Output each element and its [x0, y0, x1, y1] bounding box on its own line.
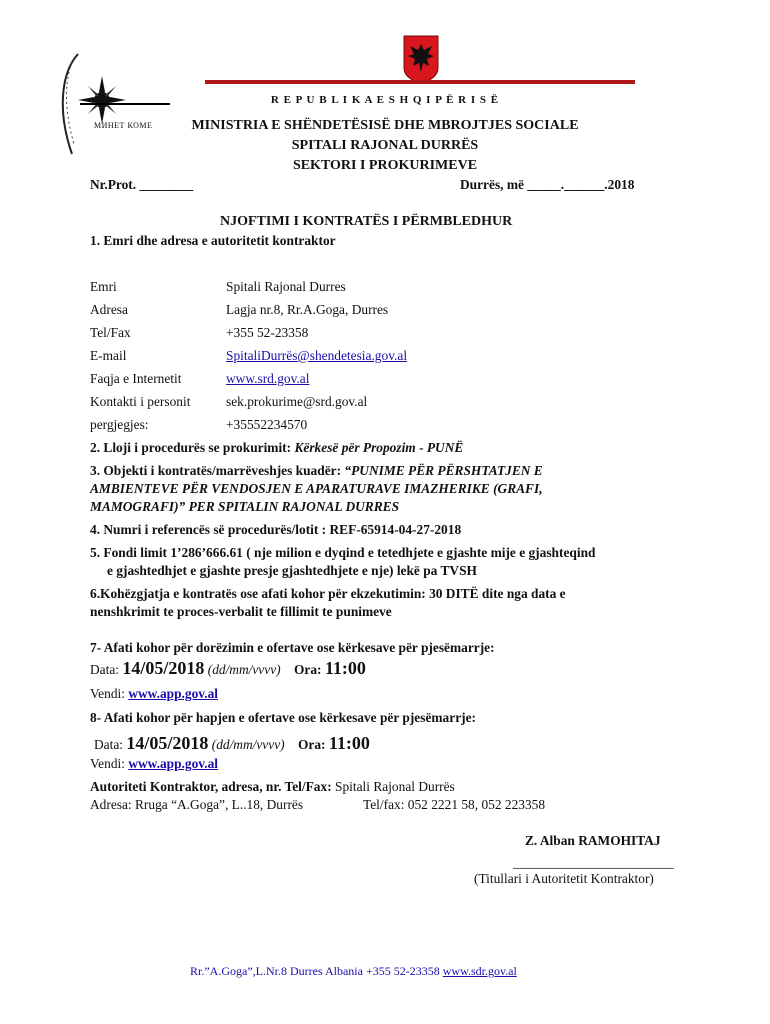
section8-vendi-label: Vendi:	[90, 756, 125, 771]
section7-date-format: (dd/mm/vvvv)	[207, 662, 281, 677]
label-email: E-mail	[90, 348, 127, 363]
section8-date-row	[94, 733, 370, 754]
logo-caption: МИНЕТ КОМЕ	[94, 121, 153, 130]
authority-address: Adresa: Rruga “A.Goga”, L..18, Durrës	[90, 797, 304, 812]
section8-time: 11:00	[328, 733, 370, 753]
label-adresa: Adresa	[90, 302, 128, 317]
section7-vendi-label: Vendi:	[90, 686, 125, 701]
section8-vendi-link[interactable]: www.app.gov.al	[128, 756, 218, 771]
section3-label: 3. Objekti i kontratës/marrëveshjes kuadër:	[90, 463, 342, 478]
signatory-name: Z. Alban RAMOHITAJ	[525, 833, 661, 848]
authority-telfax: Tel/fax: 052 2221 58, 052 223358	[363, 797, 546, 812]
footer-address: Rr.”A.Goga”,L.Nr.8 Durres Albania +355 52-23358	[190, 964, 440, 978]
section3-line3: MAMOGRAFI)” PER SPITALIN RAJONAL DURRES	[90, 499, 400, 514]
section3-line2: AMBIENTEVE PËR VENDOSJEN E APARATURAVE IMAZHERIKE (GRAFI,	[90, 481, 543, 496]
authority-row	[90, 779, 455, 795]
section7-vendi-link[interactable]: www.app.gov.al	[128, 686, 218, 701]
section7-time: 11:00	[324, 658, 366, 678]
label-responsible: pergjegjes:	[90, 417, 149, 432]
section7-date-row	[90, 658, 366, 679]
value-adresa: Lagja nr.8, Rr.A.Goga, Durres	[226, 302, 389, 317]
label-telfax: Tel/Fax	[90, 325, 131, 340]
section7-date: 14/05/2018	[122, 658, 205, 678]
footer	[190, 964, 517, 979]
sector-title: SEKTORI I PROKURIMEVE	[292, 158, 478, 173]
email-link[interactable]: SpitaliDurrës@shendetesia.gov.al	[226, 348, 408, 363]
section8-ora-label: Ora:	[298, 737, 326, 752]
website-link[interactable]: www.srd.gov.al	[226, 371, 310, 386]
section7-vendi-row	[90, 686, 218, 702]
section2-label: 2. Lloji i procedurës se prokurimit:	[90, 440, 292, 455]
label-website: Faqja e Internetit	[90, 371, 182, 386]
section2	[90, 440, 463, 456]
value-emri: Spitali Rajonal Durres	[226, 279, 346, 294]
authority-value: Spitali Rajonal Durrës	[335, 779, 455, 794]
header-red-rule	[205, 80, 635, 84]
signature-line: ________________________	[513, 855, 674, 870]
section8-date-format: (dd/mm/vvvv)	[211, 737, 285, 752]
footer-site-link[interactable]: www.sdr.gov.al	[442, 964, 517, 978]
section7-heading: 7- Afati kohor për dorëzimin e ofertave ose kërkesave për pjesëmarrje:	[90, 640, 495, 655]
notice-title: NJOFTIMI I KONTRATËS I PËRMBLEDHUR	[220, 214, 513, 229]
section8-data-label: Data:	[94, 737, 123, 752]
section1-heading: 1. Emri dhe adresa e autoritetit kontraktor	[90, 233, 336, 248]
section8-heading: 8- Afati kohor për hapjen e ofertave ose kërkesave për pjesëmarrje:	[90, 710, 477, 725]
signatory-title: (Titullari i Autoritetit Kontraktor)	[474, 871, 654, 886]
section7-ora-label: Ora:	[294, 662, 322, 677]
label-emri: Emri	[90, 279, 117, 294]
protocol-number: Nr.Prot. ________	[90, 177, 194, 192]
albanian-eagle-icon	[402, 34, 440, 84]
section3-line1	[90, 463, 543, 479]
section6-line2: nenshkrimit te proces-verbalit te fillimit te punimeve	[90, 604, 392, 619]
section5-line1: 5. Fondi limit 1’286’666.61 ( nje milion e dyqind e tetedhjete e gjashte mije e gjashteqind	[90, 545, 596, 560]
section3-object-start: “PUNIME PËR PËRSHTATJEN E	[344, 463, 543, 478]
hospital-title: SPITALI RAJONAL DURRËS	[291, 138, 479, 153]
authority-label: Autoriteti Kontraktor, adresa, nr. Tel/Fax:	[90, 779, 332, 794]
place-date: Durrës, më _____.______.2018	[460, 177, 635, 192]
value-responsible: +35552234570	[226, 417, 308, 432]
section5-line2: e gjashtedhjet e gjashte presje gjashtedhjete e nje) lekë pa TVSH	[107, 563, 477, 578]
section8-date: 14/05/2018	[126, 733, 209, 753]
value-contact: sek.prokurime@srd.gov.al	[226, 394, 368, 409]
section8-vendi-row	[90, 756, 218, 772]
republic-title: R E P U B L I K A E S H Q I P Ë R I S Ë	[270, 94, 500, 106]
label-contact: Kontakti i personit	[90, 394, 191, 409]
value-telfax: +355 52-23358	[226, 325, 309, 340]
albanian-flag	[402, 34, 440, 84]
section4: 4. Numri i referencës së procedurës/lotit : REF-65914-04-27-2018	[90, 522, 462, 537]
section7-data-label: Data:	[90, 662, 119, 677]
section6-line1: 6.Kohëzgjatja e kontratës ose afati kohor për ekzekutimin: 30 DITË dite nga data e	[90, 586, 566, 601]
section2-value: Kërkesë për Propozim - PUNË	[294, 440, 464, 455]
ministry-title: MINISTRIA E SHËNDETËSISË DHE MBROJTJES SOCIALE	[191, 118, 579, 133]
